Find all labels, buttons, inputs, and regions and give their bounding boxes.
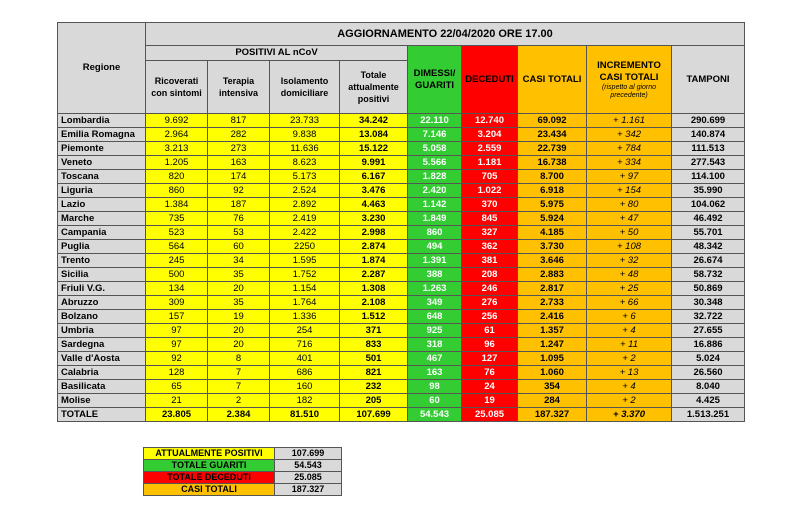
cell-casi: 1.357 bbox=[518, 324, 587, 338]
cell-casi: 3.730 bbox=[518, 240, 587, 254]
cell-dimessi: 1.142 bbox=[408, 198, 462, 212]
cell-casi: 23.434 bbox=[518, 128, 587, 142]
cell-isolamento: 2.419 bbox=[270, 212, 340, 226]
header-dimessi: DIMESSI/ GUARITI bbox=[408, 46, 462, 114]
cell-ricoverati: 500 bbox=[146, 268, 208, 282]
cell-regione: Toscana bbox=[58, 170, 146, 184]
cell-isolamento: 401 bbox=[270, 352, 340, 366]
cell-dimessi: 163 bbox=[408, 366, 462, 380]
cell-tamponi: 104.062 bbox=[672, 198, 745, 212]
cell-totale: 1.874 bbox=[340, 254, 408, 268]
totals-incremento: + 3.370 bbox=[587, 408, 672, 422]
cell-isolamento: 8.623 bbox=[270, 156, 340, 170]
table-row bbox=[58, 352, 745, 366]
cell-casi: 1.095 bbox=[518, 352, 587, 366]
cell-terapia: 20 bbox=[208, 282, 270, 296]
cell-isolamento: 1.154 bbox=[270, 282, 340, 296]
cell-terapia: 35 bbox=[208, 268, 270, 282]
cell-terapia: 20 bbox=[208, 338, 270, 352]
cell-deceduti: 208 bbox=[462, 268, 518, 282]
cell-casi: 8.700 bbox=[518, 170, 587, 184]
cell-isolamento: 686 bbox=[270, 366, 340, 380]
cell-ricoverati: 309 bbox=[146, 296, 208, 310]
cell-isolamento: 160 bbox=[270, 380, 340, 394]
cell-ricoverati: 134 bbox=[146, 282, 208, 296]
cell-tamponi: 111.513 bbox=[672, 142, 745, 156]
cell-tamponi: 5.024 bbox=[672, 352, 745, 366]
cell-dimessi: 1.828 bbox=[408, 170, 462, 184]
cell-incremento: + 11 bbox=[587, 338, 672, 352]
cell-casi: 6.918 bbox=[518, 184, 587, 198]
cell-totale: 3.230 bbox=[340, 212, 408, 226]
summary-value: 25.085 bbox=[275, 472, 342, 484]
cell-ricoverati: 157 bbox=[146, 310, 208, 324]
totals-casi: 187.327 bbox=[518, 408, 587, 422]
cell-regione: Lombardia bbox=[58, 114, 146, 128]
cell-ricoverati: 65 bbox=[146, 380, 208, 394]
cell-dimessi: 7.146 bbox=[408, 128, 462, 142]
cell-totale: 6.167 bbox=[340, 170, 408, 184]
summary-table bbox=[143, 447, 342, 496]
summary-row bbox=[144, 472, 342, 484]
cell-isolamento: 716 bbox=[270, 338, 340, 352]
cell-regione: Calabria bbox=[58, 366, 146, 380]
totals-dimessi: 54.543 bbox=[408, 408, 462, 422]
cell-totale: 4.463 bbox=[340, 198, 408, 212]
table-row bbox=[58, 198, 745, 212]
cell-terapia: 8 bbox=[208, 352, 270, 366]
totals-tamponi: 1.513.251 bbox=[672, 408, 745, 422]
cell-regione: Bolzano bbox=[58, 310, 146, 324]
cell-regione: Emilia Romagna bbox=[58, 128, 146, 142]
cell-isolamento: 1.595 bbox=[270, 254, 340, 268]
cell-totale: 1.308 bbox=[340, 282, 408, 296]
table-row bbox=[58, 170, 745, 184]
cell-totale: 2.287 bbox=[340, 268, 408, 282]
cell-regione: Trento bbox=[58, 254, 146, 268]
cell-casi: 1.247 bbox=[518, 338, 587, 352]
cell-dimessi: 98 bbox=[408, 380, 462, 394]
cell-deceduti: 24 bbox=[462, 380, 518, 394]
header-isolamento: Isolamento domiciliare bbox=[270, 61, 340, 114]
cell-regione: Valle d'Aosta bbox=[58, 352, 146, 366]
cell-regione: Marche bbox=[58, 212, 146, 226]
cell-incremento: + 342 bbox=[587, 128, 672, 142]
cell-incremento: + 2 bbox=[587, 352, 672, 366]
cell-dimessi: 5.058 bbox=[408, 142, 462, 156]
cell-deceduti: 362 bbox=[462, 240, 518, 254]
cell-isolamento: 1.764 bbox=[270, 296, 340, 310]
cell-tamponi: 58.732 bbox=[672, 268, 745, 282]
cell-tamponi: 46.492 bbox=[672, 212, 745, 226]
header-totale-positivi: Totale attualmente positivi bbox=[340, 61, 408, 114]
cell-dimessi: 388 bbox=[408, 268, 462, 282]
cell-isolamento: 2.422 bbox=[270, 226, 340, 240]
cell-terapia: 20 bbox=[208, 324, 270, 338]
cell-totale: 15.122 bbox=[340, 142, 408, 156]
table-row bbox=[58, 282, 745, 296]
cell-casi: 5.924 bbox=[518, 212, 587, 226]
cell-ricoverati: 97 bbox=[146, 324, 208, 338]
cell-dimessi: 648 bbox=[408, 310, 462, 324]
cell-tamponi: 8.040 bbox=[672, 380, 745, 394]
cell-incremento: + 6 bbox=[587, 310, 672, 324]
cell-incremento: + 47 bbox=[587, 212, 672, 226]
cell-incremento: + 13 bbox=[587, 366, 672, 380]
totals-row bbox=[58, 408, 745, 422]
cell-dimessi: 467 bbox=[408, 352, 462, 366]
totals-label: TOTALE bbox=[58, 408, 146, 422]
cell-deceduti: 61 bbox=[462, 324, 518, 338]
cell-regione: Sardegna bbox=[58, 338, 146, 352]
cell-incremento: + 50 bbox=[587, 226, 672, 240]
cell-terapia: 53 bbox=[208, 226, 270, 240]
cell-terapia: 174 bbox=[208, 170, 270, 184]
cell-dimessi: 860 bbox=[408, 226, 462, 240]
totals-deceduti: 25.085 bbox=[462, 408, 518, 422]
header-casi-totali: CASI TOTALI bbox=[518, 46, 587, 114]
header-positivi-group: POSITIVI AL nCoV bbox=[146, 46, 408, 61]
cell-incremento: + 66 bbox=[587, 296, 672, 310]
cell-isolamento: 2250 bbox=[270, 240, 340, 254]
summary-row bbox=[144, 448, 342, 460]
cell-ricoverati: 245 bbox=[146, 254, 208, 268]
table-row bbox=[58, 268, 745, 282]
cell-ricoverati: 128 bbox=[146, 366, 208, 380]
cell-regione: Friuli V.G. bbox=[58, 282, 146, 296]
cell-incremento: + 108 bbox=[587, 240, 672, 254]
cell-regione: Campania bbox=[58, 226, 146, 240]
cell-isolamento: 254 bbox=[270, 324, 340, 338]
cell-deceduti: 705 bbox=[462, 170, 518, 184]
cell-terapia: 163 bbox=[208, 156, 270, 170]
summary-value: 54.543 bbox=[275, 460, 342, 472]
header-incremento bbox=[587, 46, 672, 114]
cell-deceduti: 12.740 bbox=[462, 114, 518, 128]
cell-tamponi: 114.100 bbox=[672, 170, 745, 184]
cell-dimessi: 1.391 bbox=[408, 254, 462, 268]
table-title: AGGIORNAMENTO 22/04/2020 ORE 17.00 bbox=[146, 23, 745, 46]
cell-ricoverati: 735 bbox=[146, 212, 208, 226]
cell-casi: 2.883 bbox=[518, 268, 587, 282]
cell-regione: Abruzzo bbox=[58, 296, 146, 310]
cell-casi: 284 bbox=[518, 394, 587, 408]
cell-deceduti: 327 bbox=[462, 226, 518, 240]
cell-isolamento: 23.733 bbox=[270, 114, 340, 128]
cell-tamponi: 55.701 bbox=[672, 226, 745, 240]
table-row bbox=[58, 310, 745, 324]
cell-terapia: 76 bbox=[208, 212, 270, 226]
cell-tamponi: 140.874 bbox=[672, 128, 745, 142]
cell-deceduti: 256 bbox=[462, 310, 518, 324]
cell-incremento: + 2 bbox=[587, 394, 672, 408]
cell-deceduti: 76 bbox=[462, 366, 518, 380]
cell-dimessi: 1.849 bbox=[408, 212, 462, 226]
cell-deceduti: 2.559 bbox=[462, 142, 518, 156]
cell-totale: 371 bbox=[340, 324, 408, 338]
cell-terapia: 7 bbox=[208, 380, 270, 394]
cell-dimessi: 5.566 bbox=[408, 156, 462, 170]
table-row bbox=[58, 394, 745, 408]
table-row bbox=[58, 296, 745, 310]
cell-ricoverati: 92 bbox=[146, 352, 208, 366]
cell-terapia: 187 bbox=[208, 198, 270, 212]
cell-tamponi: 32.722 bbox=[672, 310, 745, 324]
cell-incremento: + 4 bbox=[587, 380, 672, 394]
cell-regione: Veneto bbox=[58, 156, 146, 170]
totals-totale: 107.699 bbox=[340, 408, 408, 422]
cell-totale: 833 bbox=[340, 338, 408, 352]
cell-tamponi: 277.543 bbox=[672, 156, 745, 170]
cell-deceduti: 845 bbox=[462, 212, 518, 226]
cell-regione: Molise bbox=[58, 394, 146, 408]
cell-totale: 9.991 bbox=[340, 156, 408, 170]
summary-value: 107.699 bbox=[275, 448, 342, 460]
table-row bbox=[58, 156, 745, 170]
summary-label: CASI TOTALI bbox=[144, 484, 275, 496]
totals-ricoverati: 23.805 bbox=[146, 408, 208, 422]
summary-label: TOTALE GUARITI bbox=[144, 460, 275, 472]
header-incremento-note: (rispetto al giorno precedente) bbox=[601, 83, 657, 99]
cell-ricoverati: 523 bbox=[146, 226, 208, 240]
cell-regione: Liguria bbox=[58, 184, 146, 198]
totals-terapia: 2.384 bbox=[208, 408, 270, 422]
cell-isolamento: 5.173 bbox=[270, 170, 340, 184]
cell-casi: 16.738 bbox=[518, 156, 587, 170]
cell-regione: Umbria bbox=[58, 324, 146, 338]
header-tamponi: TAMPONI bbox=[672, 46, 745, 114]
cell-dimessi: 318 bbox=[408, 338, 462, 352]
cell-terapia: 19 bbox=[208, 310, 270, 324]
cell-tamponi: 4.425 bbox=[672, 394, 745, 408]
cell-casi: 69.092 bbox=[518, 114, 587, 128]
table-row bbox=[58, 114, 745, 128]
cell-ricoverati: 21 bbox=[146, 394, 208, 408]
cell-tamponi: 290.699 bbox=[672, 114, 745, 128]
cell-terapia: 60 bbox=[208, 240, 270, 254]
cell-incremento: + 97 bbox=[587, 170, 672, 184]
cell-deceduti: 370 bbox=[462, 198, 518, 212]
cell-incremento: + 80 bbox=[587, 198, 672, 212]
cell-regione: Sicilia bbox=[58, 268, 146, 282]
table-row bbox=[58, 184, 745, 198]
cell-deceduti: 96 bbox=[462, 338, 518, 352]
cell-tamponi: 50.869 bbox=[672, 282, 745, 296]
cell-totale: 1.512 bbox=[340, 310, 408, 324]
cell-tamponi: 35.990 bbox=[672, 184, 745, 198]
cell-totale: 501 bbox=[340, 352, 408, 366]
header-deceduti: DECEDUTI bbox=[462, 46, 518, 114]
cell-tamponi: 26.560 bbox=[672, 366, 745, 380]
cell-ricoverati: 3.213 bbox=[146, 142, 208, 156]
table-row bbox=[58, 254, 745, 268]
cell-totale: 2.874 bbox=[340, 240, 408, 254]
cell-deceduti: 1.022 bbox=[462, 184, 518, 198]
cell-isolamento: 2.524 bbox=[270, 184, 340, 198]
cell-totale: 232 bbox=[340, 380, 408, 394]
cell-incremento: + 4 bbox=[587, 324, 672, 338]
cell-deceduti: 246 bbox=[462, 282, 518, 296]
cell-isolamento: 9.838 bbox=[270, 128, 340, 142]
cell-tamponi: 16.886 bbox=[672, 338, 745, 352]
summary-value: 187.327 bbox=[275, 484, 342, 496]
cell-casi: 4.185 bbox=[518, 226, 587, 240]
cell-ricoverati: 1.205 bbox=[146, 156, 208, 170]
cell-terapia: 817 bbox=[208, 114, 270, 128]
cell-deceduti: 127 bbox=[462, 352, 518, 366]
cell-totale: 205 bbox=[340, 394, 408, 408]
cell-deceduti: 19 bbox=[462, 394, 518, 408]
cell-terapia: 2 bbox=[208, 394, 270, 408]
cell-isolamento: 1.336 bbox=[270, 310, 340, 324]
header-incremento-label: INCREMENTO CASI TOTALI bbox=[597, 59, 661, 83]
summary-label: TOTALE DECEDUTI bbox=[144, 472, 275, 484]
cell-totale: 34.242 bbox=[340, 114, 408, 128]
cell-terapia: 92 bbox=[208, 184, 270, 198]
cell-dimessi: 925 bbox=[408, 324, 462, 338]
totals-isolamento: 81.510 bbox=[270, 408, 340, 422]
cell-totale: 3.476 bbox=[340, 184, 408, 198]
cell-incremento: + 334 bbox=[587, 156, 672, 170]
cell-deceduti: 1.181 bbox=[462, 156, 518, 170]
summary-row bbox=[144, 460, 342, 472]
cell-ricoverati: 97 bbox=[146, 338, 208, 352]
cell-casi: 2.817 bbox=[518, 282, 587, 296]
cell-dimessi: 60 bbox=[408, 394, 462, 408]
covid-table bbox=[57, 22, 745, 422]
cell-terapia: 273 bbox=[208, 142, 270, 156]
table-row bbox=[58, 142, 745, 156]
cell-dimessi: 22.110 bbox=[408, 114, 462, 128]
cell-deceduti: 276 bbox=[462, 296, 518, 310]
cell-isolamento: 1.752 bbox=[270, 268, 340, 282]
cell-ricoverati: 1.384 bbox=[146, 198, 208, 212]
cell-dimessi: 2.420 bbox=[408, 184, 462, 198]
cell-terapia: 7 bbox=[208, 366, 270, 380]
header-ricoverati: Ricoverati con sintomi bbox=[146, 61, 208, 114]
table-row bbox=[58, 324, 745, 338]
cell-incremento: + 154 bbox=[587, 184, 672, 198]
header-regione: Regione bbox=[58, 23, 146, 114]
table-row bbox=[58, 366, 745, 380]
cell-deceduti: 381 bbox=[462, 254, 518, 268]
cell-regione: Piemonte bbox=[58, 142, 146, 156]
cell-incremento: + 784 bbox=[587, 142, 672, 156]
cell-casi: 354 bbox=[518, 380, 587, 394]
cell-tamponi: 30.348 bbox=[672, 296, 745, 310]
cell-isolamento: 182 bbox=[270, 394, 340, 408]
cell-terapia: 34 bbox=[208, 254, 270, 268]
cell-casi: 2.416 bbox=[518, 310, 587, 324]
cell-regione: Lazio bbox=[58, 198, 146, 212]
cell-casi: 5.975 bbox=[518, 198, 587, 212]
cell-ricoverati: 9.692 bbox=[146, 114, 208, 128]
cell-dimessi: 349 bbox=[408, 296, 462, 310]
cell-ricoverati: 2.964 bbox=[146, 128, 208, 142]
cell-tamponi: 26.674 bbox=[672, 254, 745, 268]
table-row bbox=[58, 240, 745, 254]
header-terapia: Terapia intensiva bbox=[208, 61, 270, 114]
summary-row bbox=[144, 484, 342, 496]
cell-casi: 3.646 bbox=[518, 254, 587, 268]
table-row bbox=[58, 338, 745, 352]
cell-ricoverati: 820 bbox=[146, 170, 208, 184]
cell-incremento: + 48 bbox=[587, 268, 672, 282]
cell-tamponi: 27.655 bbox=[672, 324, 745, 338]
cell-dimessi: 1.263 bbox=[408, 282, 462, 296]
cell-incremento: + 1.161 bbox=[587, 114, 672, 128]
cell-terapia: 35 bbox=[208, 296, 270, 310]
cell-incremento: + 25 bbox=[587, 282, 672, 296]
cell-totale: 13.084 bbox=[340, 128, 408, 142]
cell-regione: Basilicata bbox=[58, 380, 146, 394]
cell-tamponi: 48.342 bbox=[672, 240, 745, 254]
table-row bbox=[58, 212, 745, 226]
cell-casi: 1.060 bbox=[518, 366, 587, 380]
table-row bbox=[58, 380, 745, 394]
cell-deceduti: 3.204 bbox=[462, 128, 518, 142]
cell-isolamento: 2.892 bbox=[270, 198, 340, 212]
cell-ricoverati: 564 bbox=[146, 240, 208, 254]
table-row bbox=[58, 226, 745, 240]
cell-casi: 2.733 bbox=[518, 296, 587, 310]
cell-isolamento: 11.636 bbox=[270, 142, 340, 156]
table-row bbox=[58, 128, 745, 142]
cell-ricoverati: 860 bbox=[146, 184, 208, 198]
cell-totale: 2.998 bbox=[340, 226, 408, 240]
cell-totale: 821 bbox=[340, 366, 408, 380]
cell-casi: 22.739 bbox=[518, 142, 587, 156]
cell-regione: Puglia bbox=[58, 240, 146, 254]
cell-dimessi: 494 bbox=[408, 240, 462, 254]
cell-terapia: 282 bbox=[208, 128, 270, 142]
cell-totale: 2.108 bbox=[340, 296, 408, 310]
cell-incremento: + 32 bbox=[587, 254, 672, 268]
summary-label: ATTUALMENTE POSITIVI bbox=[144, 448, 275, 460]
